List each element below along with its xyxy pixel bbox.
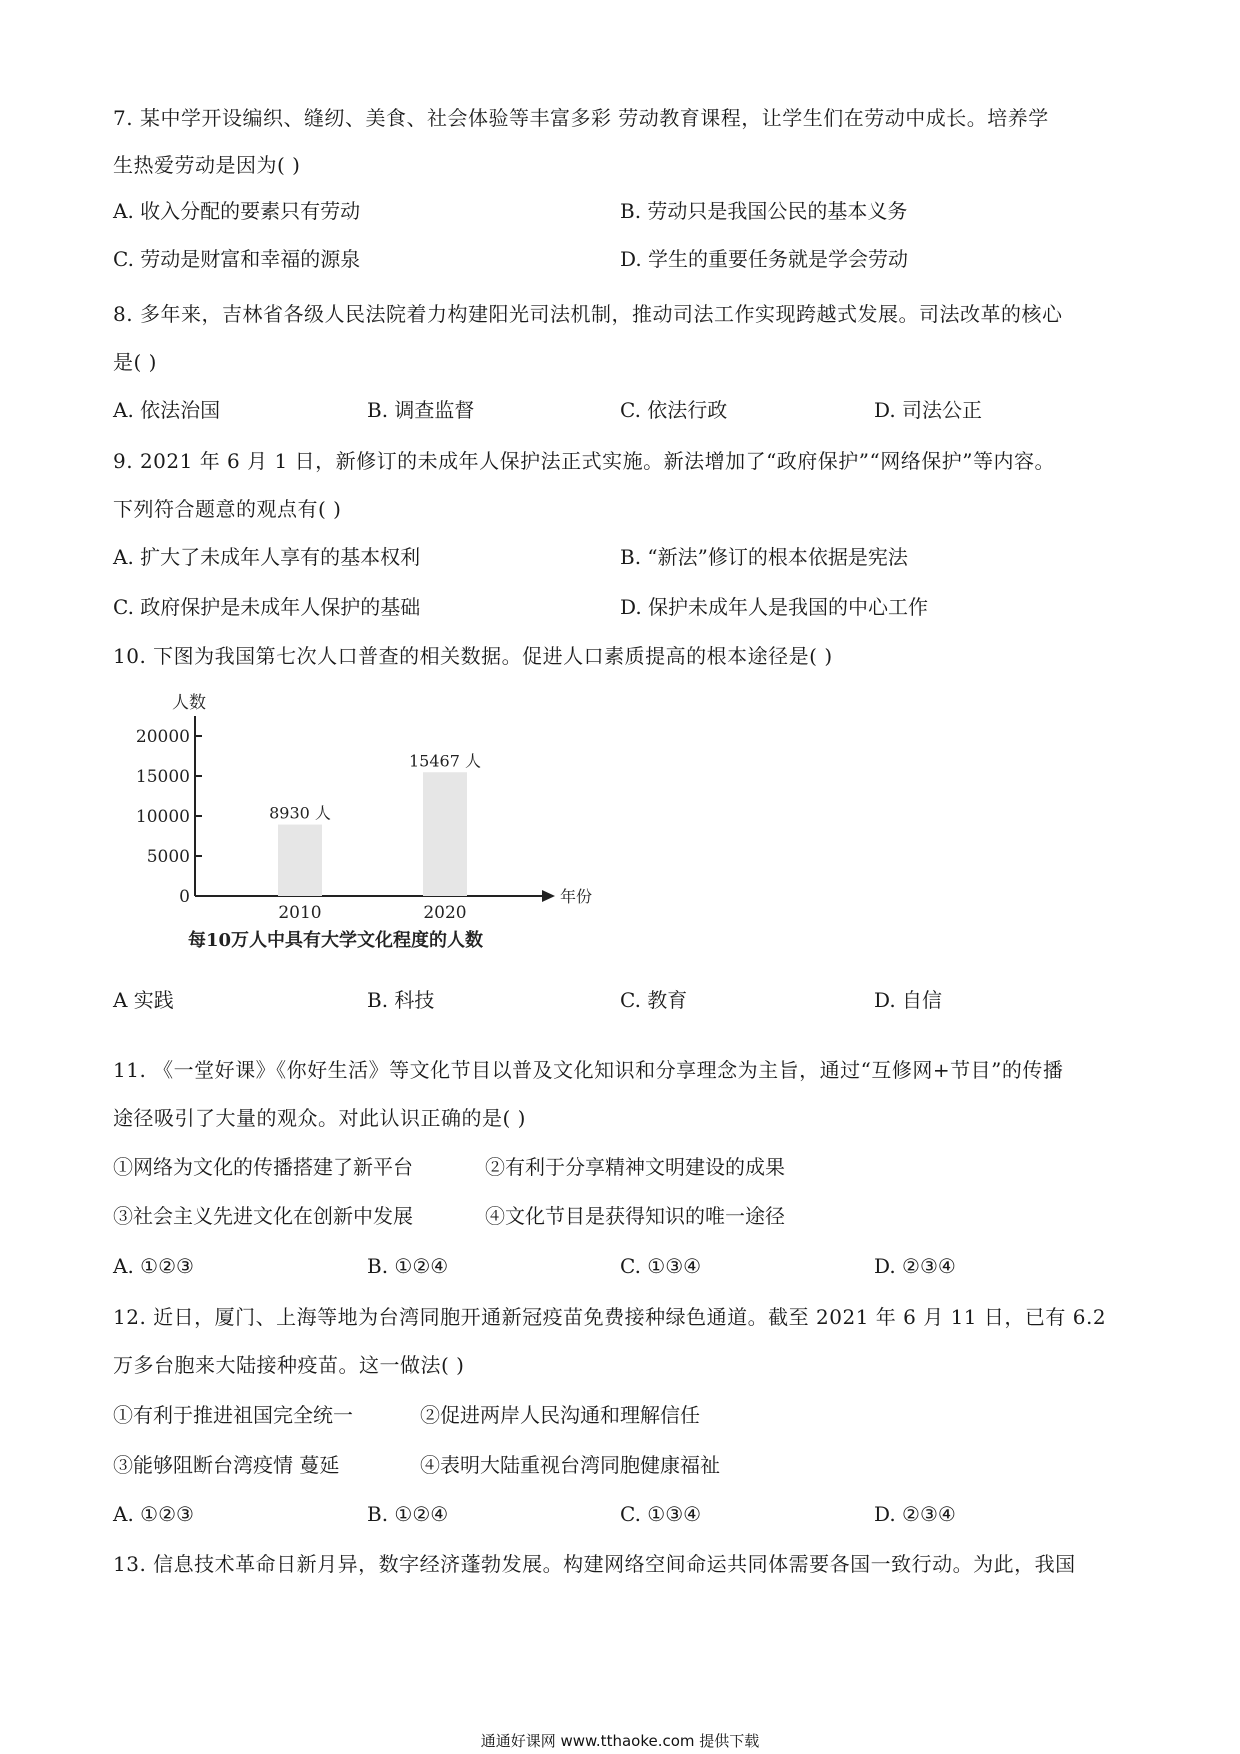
chart-x-axis-arrow xyxy=(542,890,555,902)
q12-statement-1: ①有利于推进祖国完全统一 xyxy=(113,1403,353,1427)
q11-statement-3: ③社会主义先进文化在创新中发展 xyxy=(113,1204,413,1228)
q9-option-d: D. 保护未成年人是我国的中心工作 xyxy=(620,595,929,619)
q9-stem-line1: 9. 2021 年 6 月 1 日，新修订的未成年人保护法正式实施。新法增加了“政府保护”“网络保护”等内容。 xyxy=(113,449,1055,473)
q12-statement-2: ②促进两岸人民沟通和理解信任 xyxy=(420,1403,700,1427)
q12-stem-line2: 万多台胞来大陆接种疫苗。这一做法( ) xyxy=(113,1353,465,1377)
chart-y-tick-label: 15000 xyxy=(135,767,190,787)
q7-stem-line1: 7. 某中学开设编织、缝纫、美食、社会体验等丰富多彩 劳动教育课程，让学生们在劳动中成长。培养学 xyxy=(113,106,1049,130)
q12-statement-3: ③能够阻断台湾疫情 蔓延 xyxy=(113,1453,340,1477)
q11-option-d: D. ②③④ xyxy=(874,1254,956,1278)
q11-stem-line2: 途径吸引了大量的观众。对此认识正确的是( ) xyxy=(113,1106,526,1130)
q7-option-d: D. 学生的重要任务就是学会劳动 xyxy=(620,247,909,271)
q8-option-c: C. 依法行政 xyxy=(620,398,728,422)
q8-option-a: A. 依法治国 xyxy=(113,398,221,422)
q11-statement-4: ④文化节目是获得知识的唯一途径 xyxy=(485,1204,785,1228)
chart-y-tick-label: 10000 xyxy=(135,807,190,827)
q8-stem-line2: 是( ) xyxy=(113,350,157,374)
chart-bar-2020 xyxy=(423,772,467,896)
q12-option-b: B. ①②④ xyxy=(367,1502,449,1526)
q11-option-b: B. ①②④ xyxy=(367,1254,449,1278)
chart-y-tick-label: 5000 xyxy=(146,847,190,867)
q10-option-a: A 实践 xyxy=(113,988,174,1012)
chart-x-tick-label: 2020 xyxy=(423,903,467,923)
chart-data-label: 15467 人 xyxy=(409,751,481,771)
q11-option-a: A. ①②③ xyxy=(113,1254,194,1278)
q11-option-c: C. ①③④ xyxy=(620,1254,702,1278)
chart-y-axis-label: 人数 xyxy=(172,693,206,713)
chart-y-tick-label: 20000 xyxy=(135,727,190,747)
q10-option-c: C. 教育 xyxy=(620,988,688,1012)
chart-data-label: 8930 人 xyxy=(269,803,331,823)
q8-stem-line1: 8. 多年来，吉林省各级人民法院着力构建阳光司法机制，推动司法工作实现跨越式发展。司法改革的核心 xyxy=(113,302,1063,326)
chart-x-tick-label: 2010 xyxy=(278,903,322,923)
q11-stem-line1: 11. 《一堂好课》《你好生活》等文化节目以普及文化知识和分享理念为主旨，通过“互修网+节目”的传播 xyxy=(113,1058,1064,1082)
q12-statement-4: ④表明大陆重视台湾同胞健康福祉 xyxy=(420,1453,720,1477)
q9-option-a: A. 扩大了未成年人享有的基本权利 xyxy=(113,545,421,569)
chart-y-tick-label: 0 xyxy=(179,887,190,907)
q7-option-c: C. 劳动是财富和幸福的源泉 xyxy=(113,247,361,271)
q12-stem-line1: 12. 近日，厦门、上海等地为台湾同胞开通新冠疫苗免费接种绿色通道。截至 2021 年 6 月 11 日，已有 6.2 xyxy=(113,1305,1107,1329)
q12-option-a: A. ①②③ xyxy=(113,1502,194,1526)
chart-bar-2010 xyxy=(278,825,322,896)
q8-option-d: D. 司法公正 xyxy=(874,398,983,422)
q9-option-c: C. 政府保护是未成年人保护的基础 xyxy=(113,595,421,619)
population-bar-chart xyxy=(100,676,620,966)
chart-x-axis-label: 年份 xyxy=(560,887,593,906)
page-footer: 通通好课网 www.tthaoke.com 提供下载 xyxy=(480,1732,760,1750)
q8-option-b: B. 调查监督 xyxy=(367,398,475,422)
q12-option-d: D. ②③④ xyxy=(874,1502,956,1526)
q10-stem: 10. 下图为我国第七次人口普查的相关数据。促进人口素质提高的根本途径是( ) xyxy=(113,644,833,668)
chart-caption: 每10万人中具有大学文化程度的人数 xyxy=(188,930,484,951)
q13-stem-line1: 13. 信息技术革命日新月异，数字经济蓬勃发展。构建网络空间命运共同体需要各国一致行动。为此，我国 xyxy=(113,1552,1076,1576)
q11-statement-2: ②有利于分享精神文明建设的成果 xyxy=(485,1155,785,1179)
q10-option-d: D. 自信 xyxy=(874,988,943,1012)
q12-option-c: C. ①③④ xyxy=(620,1502,702,1526)
q11-statement-1: ①网络为文化的传播搭建了新平台 xyxy=(113,1155,413,1179)
q7-option-a: A. 收入分配的要素只有劳动 xyxy=(113,199,361,223)
q10-option-b: B. 科技 xyxy=(367,988,435,1012)
q9-option-b: B. “新法”修订的根本依据是宪法 xyxy=(620,545,908,569)
q9-stem-line2: 下列符合题意的观点有( ) xyxy=(113,497,342,521)
q7-stem-line2: 生热爱劳动是因为( ) xyxy=(113,153,301,177)
q7-option-b: B. 劳动只是我国公民的基本义务 xyxy=(620,199,908,223)
